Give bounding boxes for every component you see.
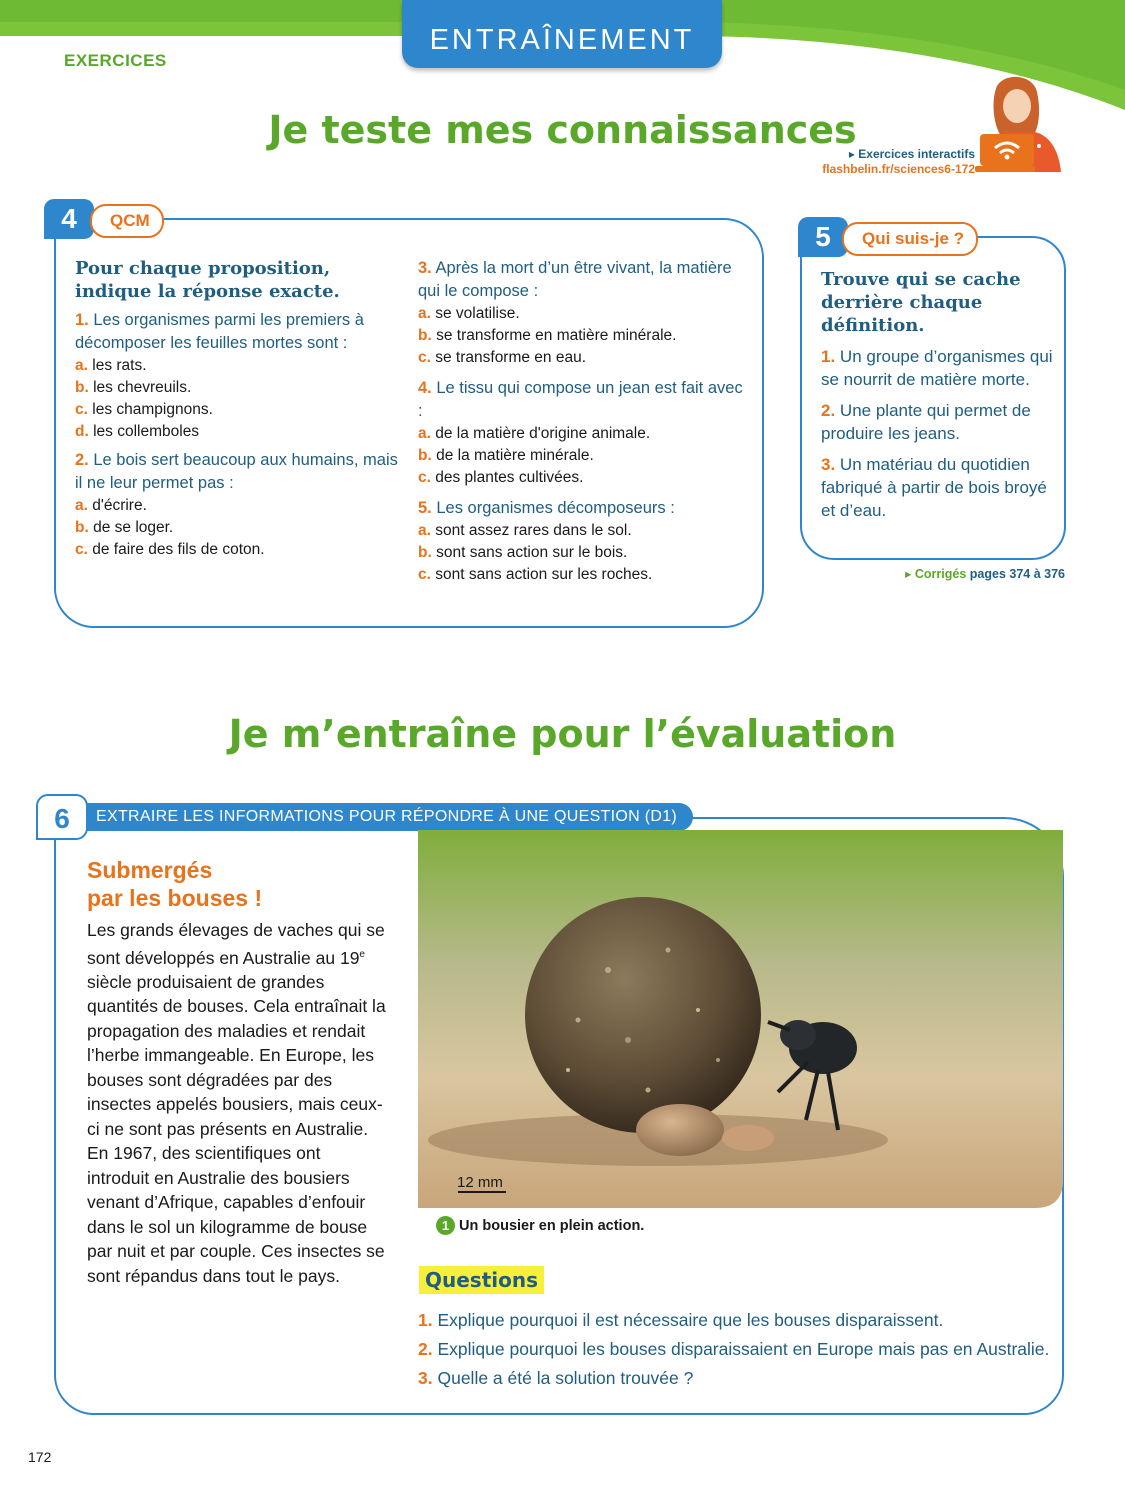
story-text: Les grands élevages de vaches qui se sont développés en Australie au 19e siècle produisaient de grandes quantités de bouses. Cela entraînait la propagation des maladies et rendait l’herbe immangeable. En Europe, les bouses sont dégradées par des insectes appelés bousiers, mais ceux-ci ne sont pas présents en Australie. En 1967, des scientifiques ont introduit en Australie des bousiers venant d’Afrique, capables d’enfouir dans le sol un kilogramme de bouse par nuit et par couple. Ces insectes se sont répandus dans tout le pays.	[87, 920, 386, 1286]
qcm-option[interactable]: b. se transforme en matière minérale.	[418, 327, 677, 344]
qcm-option[interactable]: a. d'écrire.	[75, 497, 147, 514]
photo-scale-label: 12 mm	[457, 1174, 503, 1191]
qcm-option[interactable]: c. des plantes cultivées.	[418, 469, 584, 486]
question-item: 3. Quelle a été la solution trouvée ?	[418, 1368, 694, 1388]
exercise-4-left-column	[75, 257, 405, 561]
qcm-option[interactable]: d. les collemboles	[75, 423, 200, 440]
qcm-option[interactable]: a. les rats.	[75, 357, 147, 374]
section-title-connaissances: Je teste mes connaissances	[268, 108, 857, 152]
qcm-question-4: 4. Le tissu qui compose un jean est fait avec : a. de la matière d'origine animale. b. de la matière minérale. c. des plantes cultivées.	[418, 377, 748, 489]
section-title-evaluation: Je m’entraîne pour l’évaluation	[228, 712, 897, 756]
exercise-5-number: 5	[798, 217, 848, 257]
interactive-exercises-link[interactable]	[822, 147, 975, 177]
training-banner: ENTRAÎNEMENT	[402, 0, 722, 68]
qcm-option[interactable]: a. sont assez rares dans le sol.	[418, 522, 632, 539]
interactive-label: ▸ Exercices interactifs	[848, 147, 975, 161]
qcm-option[interactable]: b. de la matière minérale.	[418, 447, 594, 464]
qcm-option[interactable]: c. sont sans action sur les roches.	[418, 566, 653, 583]
qcm-option[interactable]: b. de se loger.	[75, 519, 174, 536]
exercise-6-questions	[418, 1306, 1058, 1393]
qcm-option[interactable]: a. se volatilise.	[418, 305, 520, 322]
qcm-option[interactable]: a. de la matière d'origine animale.	[418, 425, 651, 442]
story-title: Submergés par les bouses !	[87, 857, 263, 911]
question-item: 2. Explique pourquoi les bouses disparaissaient en Europe mais pas en Australie.	[418, 1339, 1050, 1359]
page-number: 172	[28, 1449, 52, 1465]
exercise-5-content	[821, 268, 1053, 522]
exercise-4-number: 4	[44, 199, 94, 239]
girl-computer-illustration	[975, 76, 1070, 176]
interactive-url[interactable]: flashbelin.fr/sciences6-172	[822, 162, 975, 176]
qcm-option[interactable]: b. sont sans action sur le bois.	[418, 544, 628, 561]
exercise-6-number: 6	[36, 794, 88, 840]
exercise-5-label: Qui suis-je ?	[842, 222, 978, 256]
answers-link[interactable]: ▸ Corrigés pages 374 à 376	[905, 567, 1065, 581]
exercices-tab: EXERCICES	[54, 44, 177, 74]
qcm-question-2: 2. Le bois sert beaucoup aux humains, mais il ne leur permet pas : a. d'écrire. b. de se loger. c. de faire des fils de coton.	[75, 449, 405, 561]
exercise-6-skill-bar: EXTRAIRE LES INFORMATIONS POUR RÉPONDRE À UNE QUESTION (D1)	[86, 803, 693, 831]
dung-beetle-photo	[418, 830, 1063, 1208]
exercise-5-instruction: Trouve qui se cache derrière chaque définition.	[821, 269, 1021, 336]
qcm-question-3: 3. Après la mort d’un être vivant, la matière qui le compose : a. se volatilise. b. se transforme en matière minérale. c. se transforme en eau.	[418, 257, 748, 369]
question-item: 1. Explique pourquoi il est nécessaire que les bouses disparaissent.	[418, 1310, 944, 1330]
qcm-option[interactable]: b. les chevreuils.	[75, 379, 192, 396]
riddle-item: 2. Une plante qui permet de produire les jeans.	[821, 401, 1031, 443]
qcm-option[interactable]: c. se transforme en eau.	[418, 349, 587, 366]
questions-heading: Questions	[419, 1268, 544, 1292]
riddle-item: 3. Un matériau du quotidien fabriqué à partir de bois broyé et d’eau.	[821, 455, 1047, 520]
exercise-4-right-column	[418, 257, 748, 586]
exercise-4-instruction: Pour chaque proposition, indique la réponse exacte.	[75, 258, 340, 302]
qcm-option[interactable]: c. les champignons.	[75, 401, 213, 418]
caption-number-badge: 1	[436, 1216, 455, 1235]
qcm-option[interactable]: c. de faire des fils de coton.	[75, 541, 265, 558]
exercise-6-story	[87, 856, 387, 1288]
exercise-4-label: QCM	[90, 204, 164, 238]
qcm-question-1: 1. Les organismes parmi les premiers à décomposer les feuilles mortes sont : a. les rats. b. les chevreuils. c. les champignons. d. les collemboles	[75, 309, 405, 443]
riddle-item: 1. Un groupe d’organismes qui se nourrit de matière morte.	[821, 347, 1053, 389]
photo-caption: 1 Un bousier en plein action.	[436, 1216, 644, 1235]
qcm-question-5: 5. Les organismes décomposeurs : a. sont assez rares dans le sol. b. sont sans action sur le bois. c. sont sans action sur les roches.	[418, 497, 748, 586]
